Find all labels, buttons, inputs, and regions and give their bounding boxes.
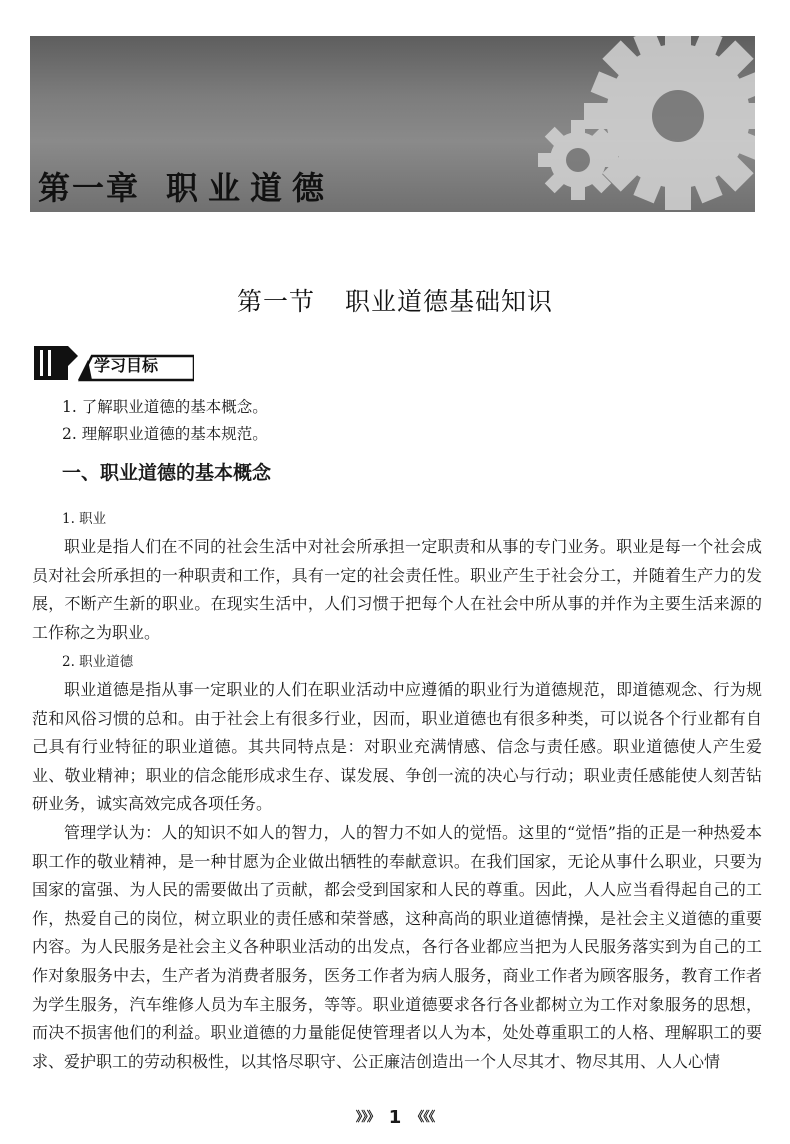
chapter-banner — [30, 36, 755, 212]
goals-label: 学习目标 — [94, 356, 159, 375]
paragraph: 职业是指人们在不同的社会生活中对社会所承担一定职责和从事的专门业务。职业是每一个社会成员对社会所承担的一种职责和工作，具有一定的社会责任性。职业产生于社会分工，并随着生产力的发展，不断产生新的职业。在现实生活中，人们习惯于把每个人在社会中所从事的并作为主要生活来源的工作称之为职业。 — [32, 537, 762, 642]
page-footer — [0, 1106, 790, 1128]
paragraph-ethics — [32, 676, 762, 1076]
page-number: 1 — [388, 1107, 402, 1128]
subsection-title-ethics: 2. 职业道德 — [62, 654, 134, 670]
chapter-title: 第一章 职业道德 — [38, 169, 335, 207]
paragraph-occupation — [32, 533, 762, 647]
goals-list — [62, 394, 762, 448]
paragraph: 职业道德是指从事一定职业的人们在职业活动中应遵循的职业行为道德规范，即道德观念、行为规范和风俗习惯的总和。由于社会上有很多行业，因而，职业道德也有很多种类，可以说各个行业都有自己具有行业特征的职业道德。其共同特点是：对职业充满情感、信念与责任感。职业道德使人产生爱业、敬业精神；职业的信念能形成求生存、谋发展、争创一流的决心与行动；职业责任感能使人刻苦钻研业务，诚实高效完成各项任务。 — [32, 680, 762, 814]
list-item: 1. 了解职业道德的基本概念。 — [62, 398, 268, 416]
section-title: 第一节 职业道德基础知识 — [236, 287, 554, 316]
arrows-left: 》》》 — [355, 1110, 379, 1125]
list-item: 2. 理解职业道德的基本规范。 — [62, 425, 268, 443]
paragraph: 管理学认为：人的知识不如人的智力，人的智力不如人的觉悟。这里的“觉悟”指的正是一种热爱本职工作的敬业精神，是一种甘愿为企业做出牺牲的奉献意识。在我们国家，无论从事什么职业，只要为国家的富强、为人民的需要做出了贡献，都会受到国家和人民的尊重。因此，人人应当看得起自己的工作，热爱自己的岗位，树立职业的责任感和荣誉感，这种高尚的职业道德情操，是社会主义道德的重要内容。为人民服务是社会主义各种职业活动的出发点，各行各业都应当把为人民服务落实到为自己的工作对象服务中去，生产者为消费者服务，医务工作者为病人服务，商业工作者为顾客服务，教育工作者为学生服务，汽车维修人员为车主服务，等等。职业道德要求各行各业都树立为工作对象服务的思想，而决不损害他们的利益。职业道德的力量能促使管理者以人为本，处处尊重职工的人格、理解职工的要求、爱护职工的劳动积极性，以其恪尽职守、公正廉洁创造出一个人尽其才、物尽其用、人人心情 — [32, 822, 762, 1071]
arrows-right: 《《《 — [411, 1110, 435, 1125]
subsection-title-occupation: 1. 职业 — [62, 511, 107, 527]
heading-basic-concepts: 一、职业道德的基本概念 — [62, 462, 272, 484]
